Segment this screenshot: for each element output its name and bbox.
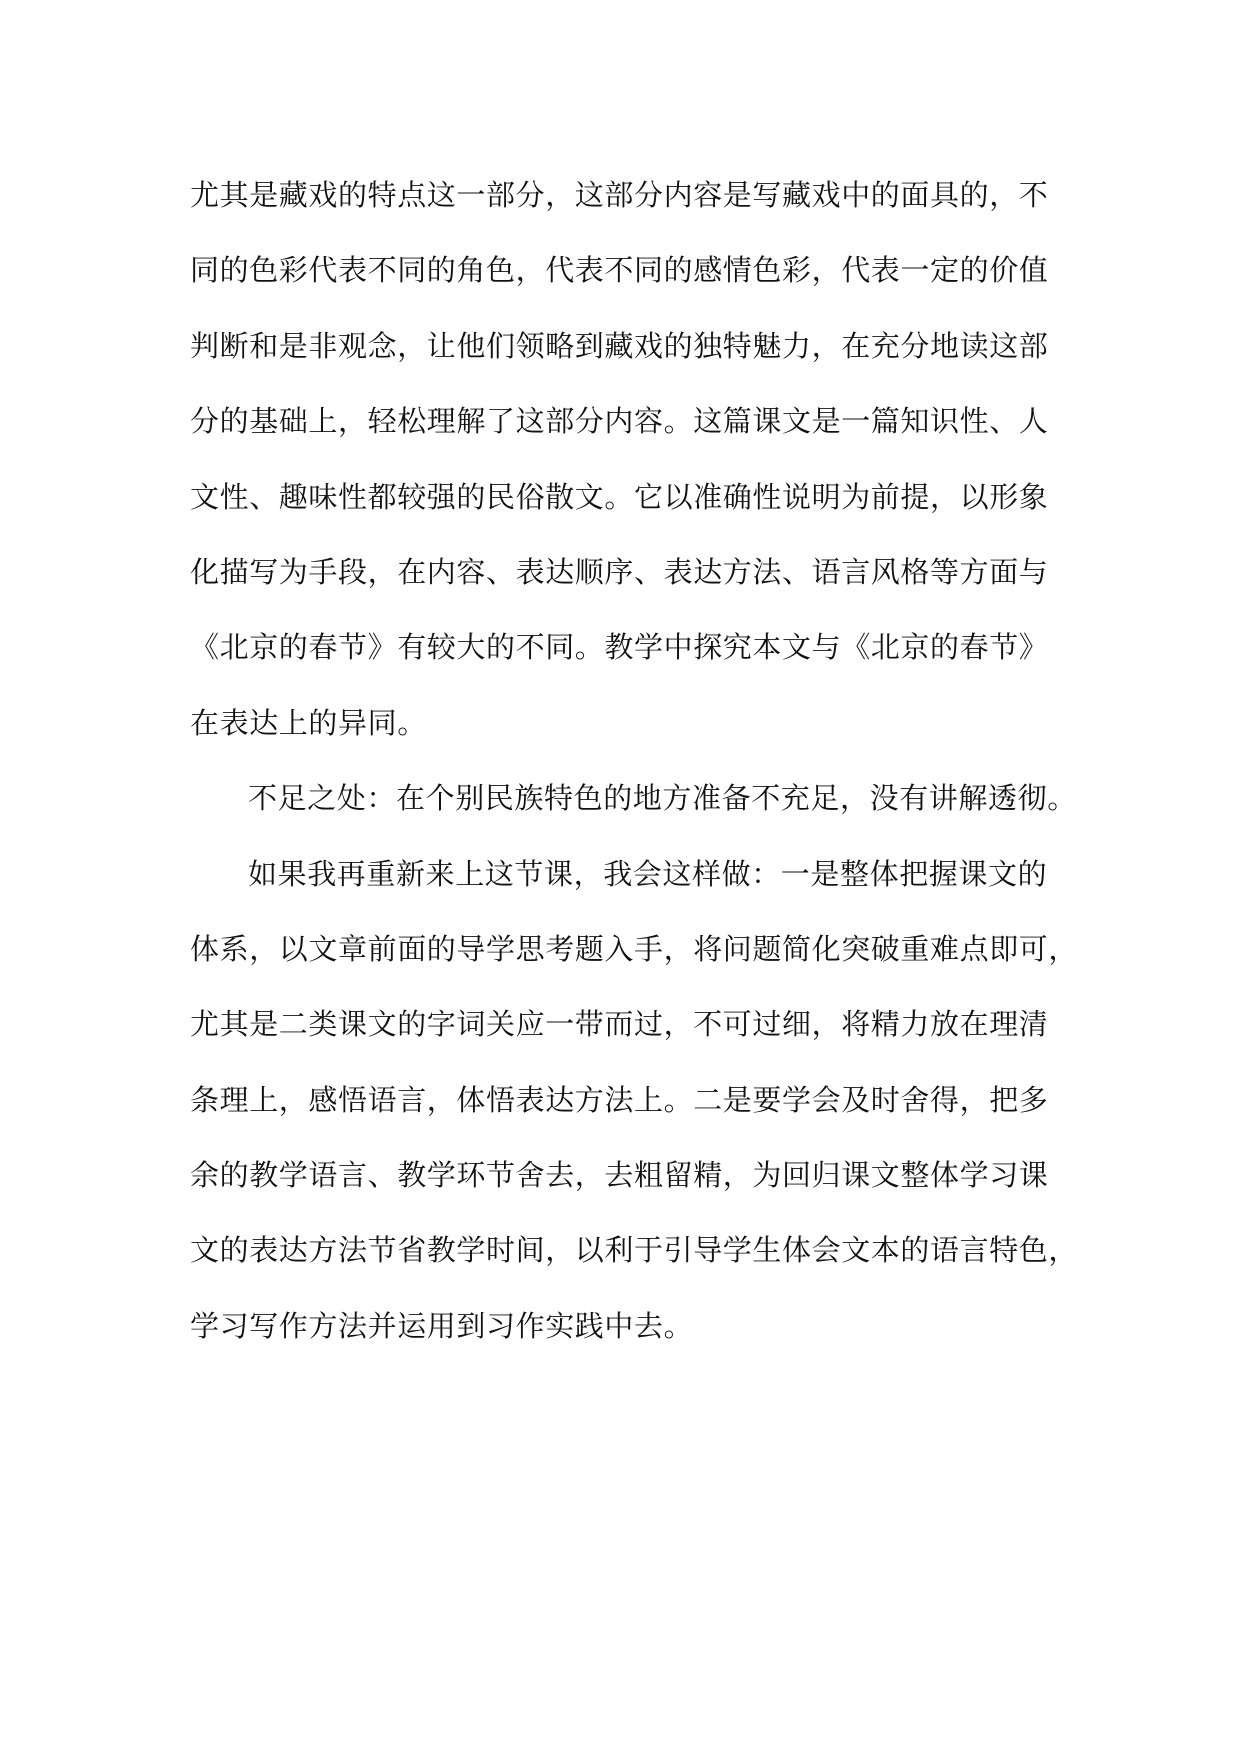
text-line: 文的表达方法节省教学时间，以利于引导学生体会文本的语言特色， (190, 1233, 1079, 1268)
text-line: 文性、趣味性都较强的民俗散文。它以准确性说明为前提，以形象 (190, 479, 1049, 514)
text-line: 《北京的春节》有较大的不同。教学中探究本文与《北京的春节》 (190, 630, 1049, 665)
text-line: 尤其是二类课文的字词关应一带而过，不可过细，将精力放在理清 (190, 1007, 1049, 1042)
text-line: 在表达上的异同。 (190, 705, 427, 740)
text-line: 判断和是非观念，让他们领略到藏戏的独特魅力，在充分地读这部 (190, 328, 1049, 363)
text-line: 化描写为手段，在内容、表达顺序、表达方法、语言风格等方面与 (190, 554, 1049, 589)
text-line: 同的色彩代表不同的角色，代表不同的感情色彩，代表一定的价值 (190, 253, 1049, 288)
text-line: 学习写作方法并运用到习作实践中去。 (190, 1308, 694, 1343)
text-line: 体系，以文章前面的导学思考题入手，将问题简化突破重难点即可， (190, 931, 1079, 966)
text-line: 分的基础上，轻松理解了这部分内容。这篇课文是一篇知识性、人 (190, 404, 1049, 439)
text-line: 余的教学语言、教学环节舍去，去粗留精，为回归课文整体学习课 (190, 1158, 1049, 1193)
paragraph-improvement-start: 如果我再重新来上这节课，我会这样做：一是整体把握课文的 (248, 856, 1048, 891)
text-line: 尤其是藏戏的特点这一部分，这部分内容是写藏戏中的面具的，不 (190, 178, 1049, 212)
document-body (190, 172, 1079, 1378)
text-line: 条理上，感悟语言，体悟表达方法上。二是要学会及时舍得，把多 (190, 1082, 1049, 1117)
paragraph-shortcomings: 不足之处：在个别民族特色的地方准备不充足，没有讲解透彻。 (248, 781, 1077, 816)
